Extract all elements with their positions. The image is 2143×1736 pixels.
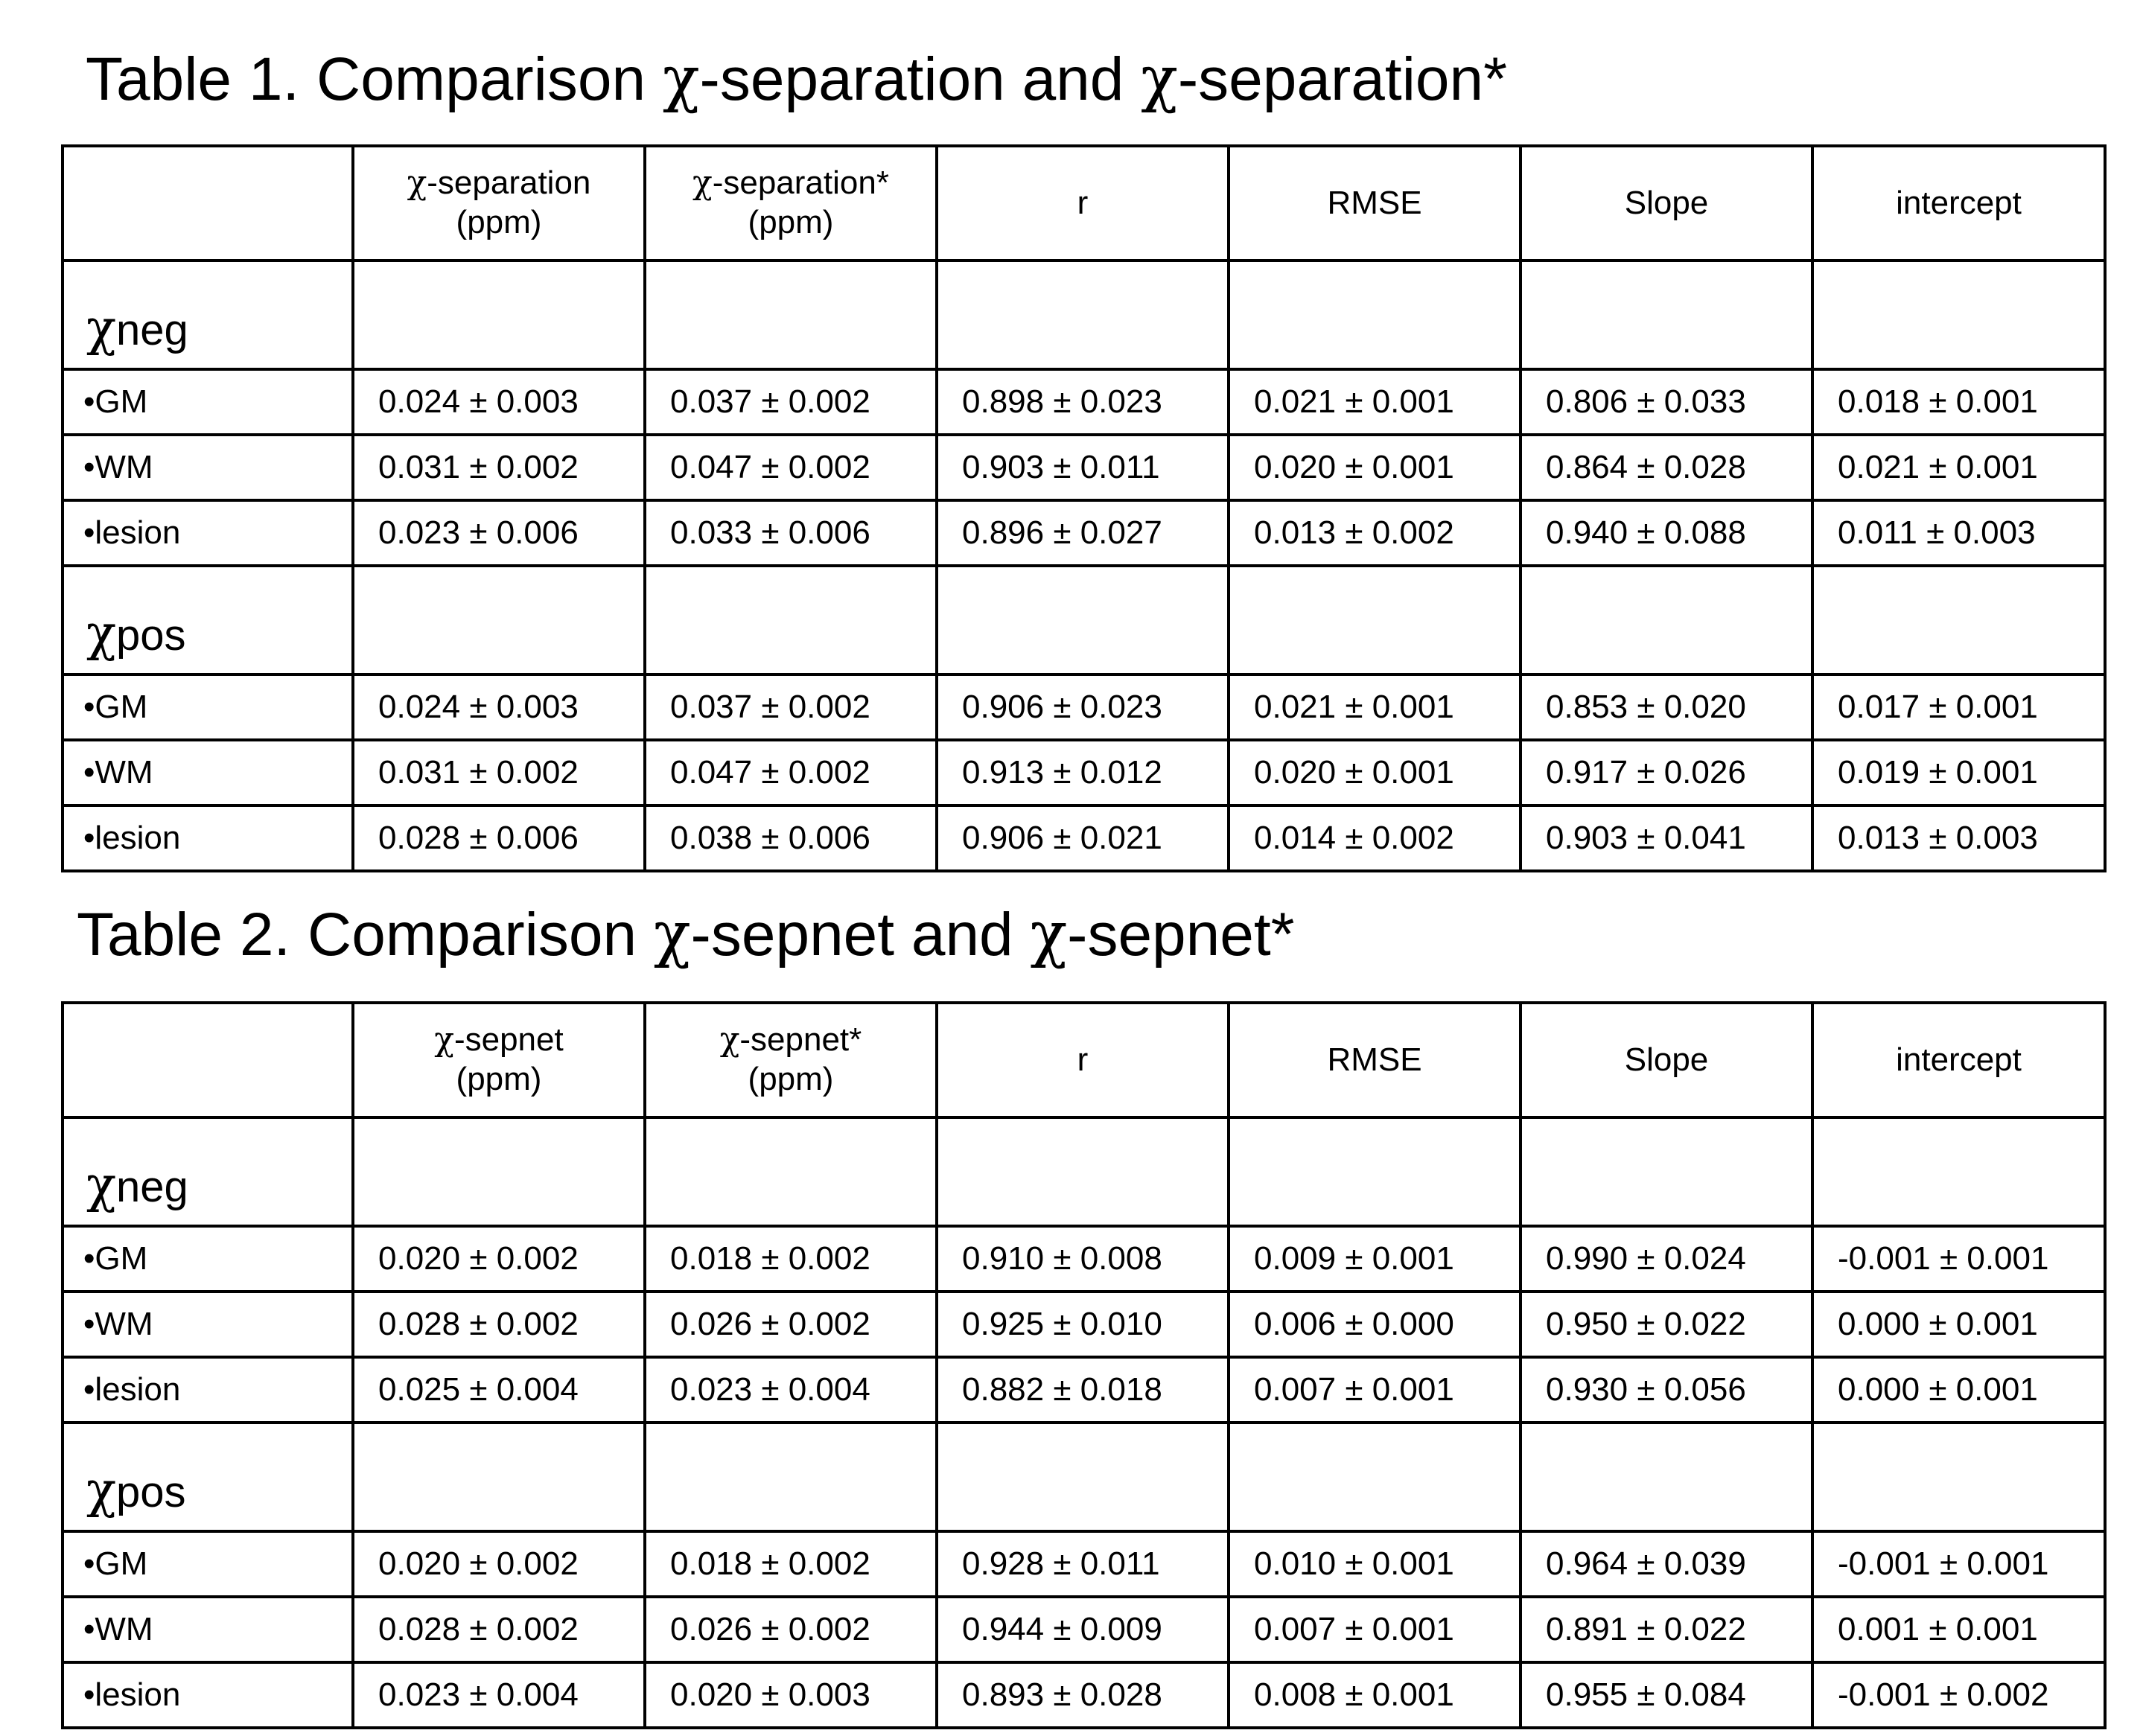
- empty-cell: [937, 1423, 1229, 1531]
- table-cell: 0.940 ± 0.088: [1521, 500, 1812, 566]
- table-2-title: [77, 899, 1295, 970]
- table-cell: 0.028 ± 0.002: [353, 1597, 645, 1662]
- table-row: [63, 1226, 2105, 1292]
- table-cell: 0.026 ± 0.002: [645, 1292, 937, 1357]
- row-label: •GM: [63, 1531, 353, 1597]
- table-cell: 0.006 ± 0.000: [1229, 1292, 1521, 1357]
- table-row: [63, 500, 2105, 566]
- table-row: [63, 1597, 2105, 1662]
- column-header: [937, 146, 1229, 261]
- table-cell: 0.000 ± 0.001: [1812, 1292, 2105, 1357]
- column-header-text: r: [1077, 184, 1089, 221]
- empty-cell: [937, 1117, 1229, 1226]
- header-row: [63, 1003, 2105, 1117]
- column-header-text: RMSE: [1327, 1041, 1422, 1078]
- table-cell: 0.903 ± 0.011: [937, 435, 1229, 500]
- column-header-unit: (ppm): [748, 204, 834, 240]
- column-header-line-1: [646, 164, 935, 203]
- section-label: [63, 566, 353, 674]
- column-header: [937, 1003, 1229, 1117]
- column-header-text: -separation*: [712, 165, 889, 202]
- row-label: •lesion: [63, 500, 353, 566]
- table-cell: 0.024 ± 0.003: [353, 674, 645, 740]
- section-label-text: neg: [116, 1162, 188, 1211]
- chi-symbol: χ: [1030, 899, 1068, 970]
- row-label: •lesion: [63, 1662, 353, 1728]
- table-cell: 0.930 ± 0.056: [1521, 1357, 1812, 1423]
- table-cell: 0.944 ± 0.009: [937, 1597, 1229, 1662]
- table-1: [61, 144, 2107, 872]
- table-cell: 0.906 ± 0.023: [937, 674, 1229, 740]
- column-header-text: -separation: [427, 165, 591, 202]
- chi-symbol: χ: [86, 299, 116, 357]
- column-header-line-1: [938, 184, 1227, 223]
- column-header: [1521, 146, 1812, 261]
- column-header: [645, 146, 937, 261]
- table-cell: 0.031 ± 0.002: [353, 740, 645, 805]
- chi-symbol: χ: [719, 1021, 740, 1059]
- table-row: [63, 1357, 2105, 1423]
- section-label-text: pos: [116, 610, 186, 660]
- table-cell: -0.001 ± 0.001: [1812, 1226, 2105, 1292]
- table-cell: 0.028 ± 0.002: [353, 1292, 645, 1357]
- column-header-line-1: [1230, 184, 1519, 223]
- table-row: [63, 1292, 2105, 1357]
- table-cell: 0.010 ± 0.001: [1229, 1531, 1521, 1597]
- chi-symbol: χ: [86, 604, 116, 662]
- column-header: [1812, 1003, 2105, 1117]
- header-row: [63, 146, 2105, 261]
- empty-cell: [1521, 261, 1812, 369]
- table-cell: 0.014 ± 0.002: [1229, 805, 1521, 871]
- section-row: [63, 1423, 2105, 1531]
- column-header: [1521, 1003, 1812, 1117]
- empty-cell: [1521, 1423, 1812, 1531]
- column-header-text: Slope: [1624, 1041, 1709, 1078]
- table-cell: 0.964 ± 0.039: [1521, 1531, 1812, 1597]
- table-cell: 0.896 ± 0.027: [937, 500, 1229, 566]
- table-cell: 0.020 ± 0.002: [353, 1226, 645, 1292]
- section-label: [63, 1423, 353, 1531]
- table-cell: 0.906 ± 0.021: [937, 805, 1229, 871]
- empty-cell: [1229, 261, 1521, 369]
- chi-symbol: χ: [407, 164, 427, 202]
- table-cell: 0.955 ± 0.084: [1521, 1662, 1812, 1728]
- table-1-title: [86, 44, 1508, 115]
- column-header: [353, 1003, 645, 1117]
- empty-cell: [645, 261, 937, 369]
- table-row: [63, 369, 2105, 435]
- table-cell: 0.031 ± 0.002: [353, 435, 645, 500]
- table-cell: 0.024 ± 0.003: [353, 369, 645, 435]
- section-label-text: pos: [116, 1467, 186, 1516]
- row-label: •WM: [63, 740, 353, 805]
- table-1-title-suffix: -separation*: [1177, 45, 1508, 113]
- column-header-line-1: [938, 1041, 1227, 1080]
- table-cell: 0.028 ± 0.006: [353, 805, 645, 871]
- row-label: •GM: [63, 1226, 353, 1292]
- column-header-line-1: [1230, 1041, 1519, 1080]
- table-2-title-mid: -sepnet and: [690, 901, 1031, 968]
- table-cell: 0.023 ± 0.004: [645, 1357, 937, 1423]
- column-header-line-1: [1814, 184, 2104, 223]
- empty-cell: [1521, 1117, 1812, 1226]
- table-cell: 0.020 ± 0.002: [353, 1531, 645, 1597]
- table-cell: 0.047 ± 0.002: [645, 435, 937, 500]
- column-header-text: -sepnet*: [739, 1021, 862, 1059]
- table-row: [63, 1662, 2105, 1728]
- column-header-text: intercept: [1896, 1041, 2022, 1078]
- table-cell: 0.019 ± 0.001: [1812, 740, 2105, 805]
- empty-cell: [1229, 1117, 1521, 1226]
- table-cell: 0.018 ± 0.002: [645, 1531, 937, 1597]
- row-label: •lesion: [63, 1357, 353, 1423]
- table-cell: 0.898 ± 0.023: [937, 369, 1229, 435]
- row-label: •WM: [63, 1597, 353, 1662]
- empty-cell: [353, 1423, 645, 1531]
- empty-cell: [1521, 566, 1812, 674]
- table-cell: 0.026 ± 0.002: [645, 1597, 937, 1662]
- table-cell: 0.910 ± 0.008: [937, 1226, 1229, 1292]
- empty-cell: [353, 566, 645, 674]
- row-label: •WM: [63, 435, 353, 500]
- table-cell: 0.021 ± 0.001: [1229, 369, 1521, 435]
- table-cell: 0.925 ± 0.010: [937, 1292, 1229, 1357]
- chi-symbol: χ: [1141, 44, 1178, 115]
- empty-cell: [353, 1117, 645, 1226]
- row-label: •WM: [63, 1292, 353, 1357]
- column-header-line-1: [1522, 184, 1811, 223]
- table-cell: 0.864 ± 0.028: [1521, 435, 1812, 500]
- table-cell: 0.011 ± 0.003: [1812, 500, 2105, 566]
- table-cell: 0.990 ± 0.024: [1521, 1226, 1812, 1292]
- table-cell: 0.007 ± 0.001: [1229, 1357, 1521, 1423]
- table-cell: 0.037 ± 0.002: [645, 674, 937, 740]
- table-cell: 0.023 ± 0.004: [353, 1662, 645, 1728]
- chi-symbol: χ: [86, 1461, 116, 1519]
- section-row: [63, 261, 2105, 369]
- table-cell: 0.882 ± 0.018: [937, 1357, 1229, 1423]
- table-cell: 0.007 ± 0.001: [1229, 1597, 1521, 1662]
- table-cell: 0.018 ± 0.001: [1812, 369, 2105, 435]
- empty-cell: [645, 1117, 937, 1226]
- row-label: •GM: [63, 674, 353, 740]
- table-row: [63, 740, 2105, 805]
- table-2-title-prefix: Table 2. Comparison: [77, 901, 654, 968]
- table-cell: 0.023 ± 0.006: [353, 500, 645, 566]
- column-header-text: RMSE: [1327, 184, 1422, 221]
- table-cell: 0.025 ± 0.004: [353, 1357, 645, 1423]
- chi-symbol: χ: [662, 44, 700, 115]
- table-cell: 0.013 ± 0.003: [1812, 805, 2105, 871]
- column-header-line-1: [354, 1021, 643, 1060]
- table-1-title-prefix: Table 1. Comparison: [86, 45, 663, 113]
- table-cell: 0.033 ± 0.006: [645, 500, 937, 566]
- table-2-title-suffix: -sepnet*: [1067, 901, 1295, 968]
- table-cell: 0.020 ± 0.003: [645, 1662, 937, 1728]
- chi-symbol: χ: [692, 164, 713, 202]
- column-header-line-1: [1522, 1041, 1811, 1080]
- table-cell: 0.893 ± 0.028: [937, 1662, 1229, 1728]
- table-cell: 0.020 ± 0.001: [1229, 740, 1521, 805]
- column-header-line-1: [354, 164, 643, 203]
- table-cell: 0.038 ± 0.006: [645, 805, 937, 871]
- empty-cell: [1812, 1423, 2105, 1531]
- column-header-line-1: [646, 1021, 935, 1060]
- column-header-unit: (ppm): [748, 1061, 834, 1097]
- column-header-text: r: [1077, 1041, 1089, 1078]
- row-label: •lesion: [63, 805, 353, 871]
- chi-symbol: χ: [653, 899, 691, 970]
- column-header: [645, 1003, 937, 1117]
- empty-cell: [1812, 566, 2105, 674]
- section-label: [63, 261, 353, 369]
- table-cell: 0.037 ± 0.002: [645, 369, 937, 435]
- column-header: [353, 146, 645, 261]
- column-header: [1229, 146, 1521, 261]
- section-label: [63, 1117, 353, 1226]
- empty-cell: [645, 566, 937, 674]
- table-cell: 0.017 ± 0.001: [1812, 674, 2105, 740]
- column-header: [1812, 146, 2105, 261]
- table-cell: 0.008 ± 0.001: [1229, 1662, 1521, 1728]
- table-row: [63, 805, 2105, 871]
- table-cell: 0.891 ± 0.022: [1521, 1597, 1812, 1662]
- table-cell: 0.000 ± 0.001: [1812, 1357, 2105, 1423]
- table-cell: 0.917 ± 0.026: [1521, 740, 1812, 805]
- empty-cell: [1229, 566, 1521, 674]
- table-1-title-mid: -separation and: [699, 45, 1141, 113]
- column-header-text: -sepnet: [453, 1021, 564, 1059]
- section-row: [63, 566, 2105, 674]
- table-cell: 0.047 ± 0.002: [645, 740, 937, 805]
- table-cell: 0.928 ± 0.011: [937, 1531, 1229, 1597]
- table-cell: 0.913 ± 0.012: [937, 740, 1229, 805]
- table-cell: 0.950 ± 0.022: [1521, 1292, 1812, 1357]
- table-2: [61, 1001, 2107, 1729]
- table-cell: 0.806 ± 0.033: [1521, 369, 1812, 435]
- table-row: [63, 1531, 2105, 1597]
- chi-symbol: χ: [86, 1155, 116, 1213]
- table-cell: 0.853 ± 0.020: [1521, 674, 1812, 740]
- table-cell: 0.009 ± 0.001: [1229, 1226, 1521, 1292]
- section-row: [63, 1117, 2105, 1226]
- table-cell: -0.001 ± 0.002: [1812, 1662, 2105, 1728]
- header-corner-cell: [63, 1003, 353, 1117]
- section-label-text: neg: [116, 305, 188, 354]
- table-cell: 0.001 ± 0.001: [1812, 1597, 2105, 1662]
- empty-cell: [645, 1423, 937, 1531]
- empty-cell: [937, 261, 1229, 369]
- column-header: [1229, 1003, 1521, 1117]
- column-header-text: Slope: [1624, 184, 1709, 221]
- column-header-unit: (ppm): [456, 1061, 542, 1097]
- column-header-line-1: [1814, 1041, 2104, 1080]
- column-header-text: intercept: [1896, 184, 2022, 221]
- empty-cell: [1812, 1117, 2105, 1226]
- table-cell: 0.013 ± 0.002: [1229, 500, 1521, 566]
- empty-cell: [937, 566, 1229, 674]
- table-row: [63, 674, 2105, 740]
- empty-cell: [1812, 261, 2105, 369]
- table-cell: 0.018 ± 0.002: [645, 1226, 937, 1292]
- table-cell: 0.021 ± 0.001: [1229, 674, 1521, 740]
- row-label: •GM: [63, 369, 353, 435]
- table-cell: 0.020 ± 0.001: [1229, 435, 1521, 500]
- table-cell: -0.001 ± 0.001: [1812, 1531, 2105, 1597]
- table-cell: 0.903 ± 0.041: [1521, 805, 1812, 871]
- empty-cell: [353, 261, 645, 369]
- empty-cell: [1229, 1423, 1521, 1531]
- chi-symbol: χ: [434, 1021, 454, 1059]
- table-row: [63, 435, 2105, 500]
- column-header-unit: (ppm): [456, 204, 542, 240]
- header-corner-cell: [63, 146, 353, 261]
- table-cell: 0.021 ± 0.001: [1812, 435, 2105, 500]
